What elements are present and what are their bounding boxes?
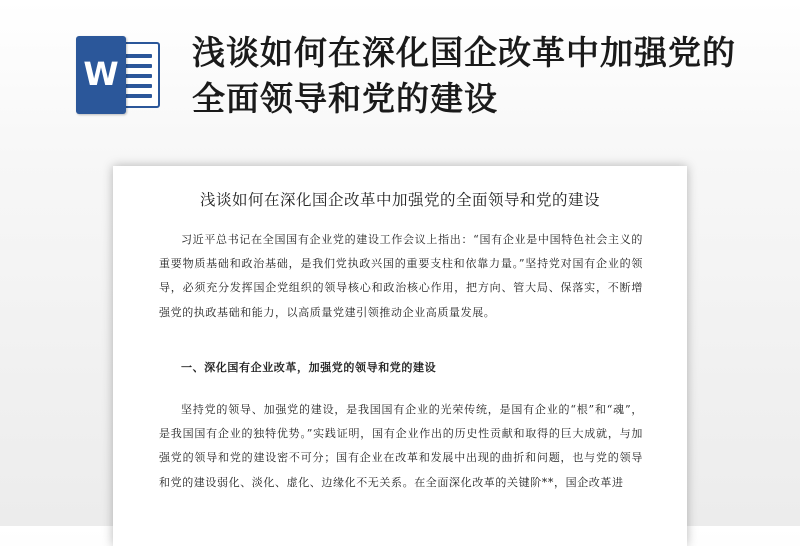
document-title: 浅谈如何在深化国企改革中加强党的全面领导和党的建设: [199, 191, 600, 209]
word-icon-letter: W: [83, 55, 119, 93]
page-title: 浅谈如何在深化国企改革中加强党的全面领导和党的建设: [192, 33, 736, 118]
document-page: [113, 166, 687, 546]
document-paragraph: 坚持党的领导、加强党的建设，是我国国有企业的光荣传统，是国有企业的“根”和“魂”，是我国国有企业的独特优势。”实践证明，国有企业作出的历史性贡献和取得的巨大成就，与加强党的领导和党的建设密不可分；国有企业在改革和发展中出现的曲折和问题，也与党的领导和党的建设弱化、淡化、虚化、边缘化不无关系。在全面深化改革的关键阶**，国企改革进: [159, 403, 643, 489]
word-icon-line: [122, 54, 152, 58]
word-icon-badge: [76, 36, 126, 114]
document-paragraph: 习近平总书记在全国国有企业党的建设工作会议上指出：“国有企业是中国特色社会主义的重要物质基础和政治基础，是我们党执政兴国的重要支柱和依靠力量。”坚持党对国有企业的领导，必须充分发挥国企党组织的领导核心和政治核心作用，把方向、管大局、保落实，不断增强党的执政基础和能力，以高质量党建引领推动企业高质量发展。: [159, 233, 643, 319]
word-icon-line: [122, 64, 152, 68]
header: [0, 0, 800, 140]
word-icon-line: [122, 84, 152, 88]
word-icon-line: [122, 74, 152, 78]
word-icon-line: [122, 94, 152, 98]
section-heading: 一、深化国有企业改革，加强党的领导和党的建设: [181, 361, 437, 374]
word-document-icon: [76, 36, 164, 114]
